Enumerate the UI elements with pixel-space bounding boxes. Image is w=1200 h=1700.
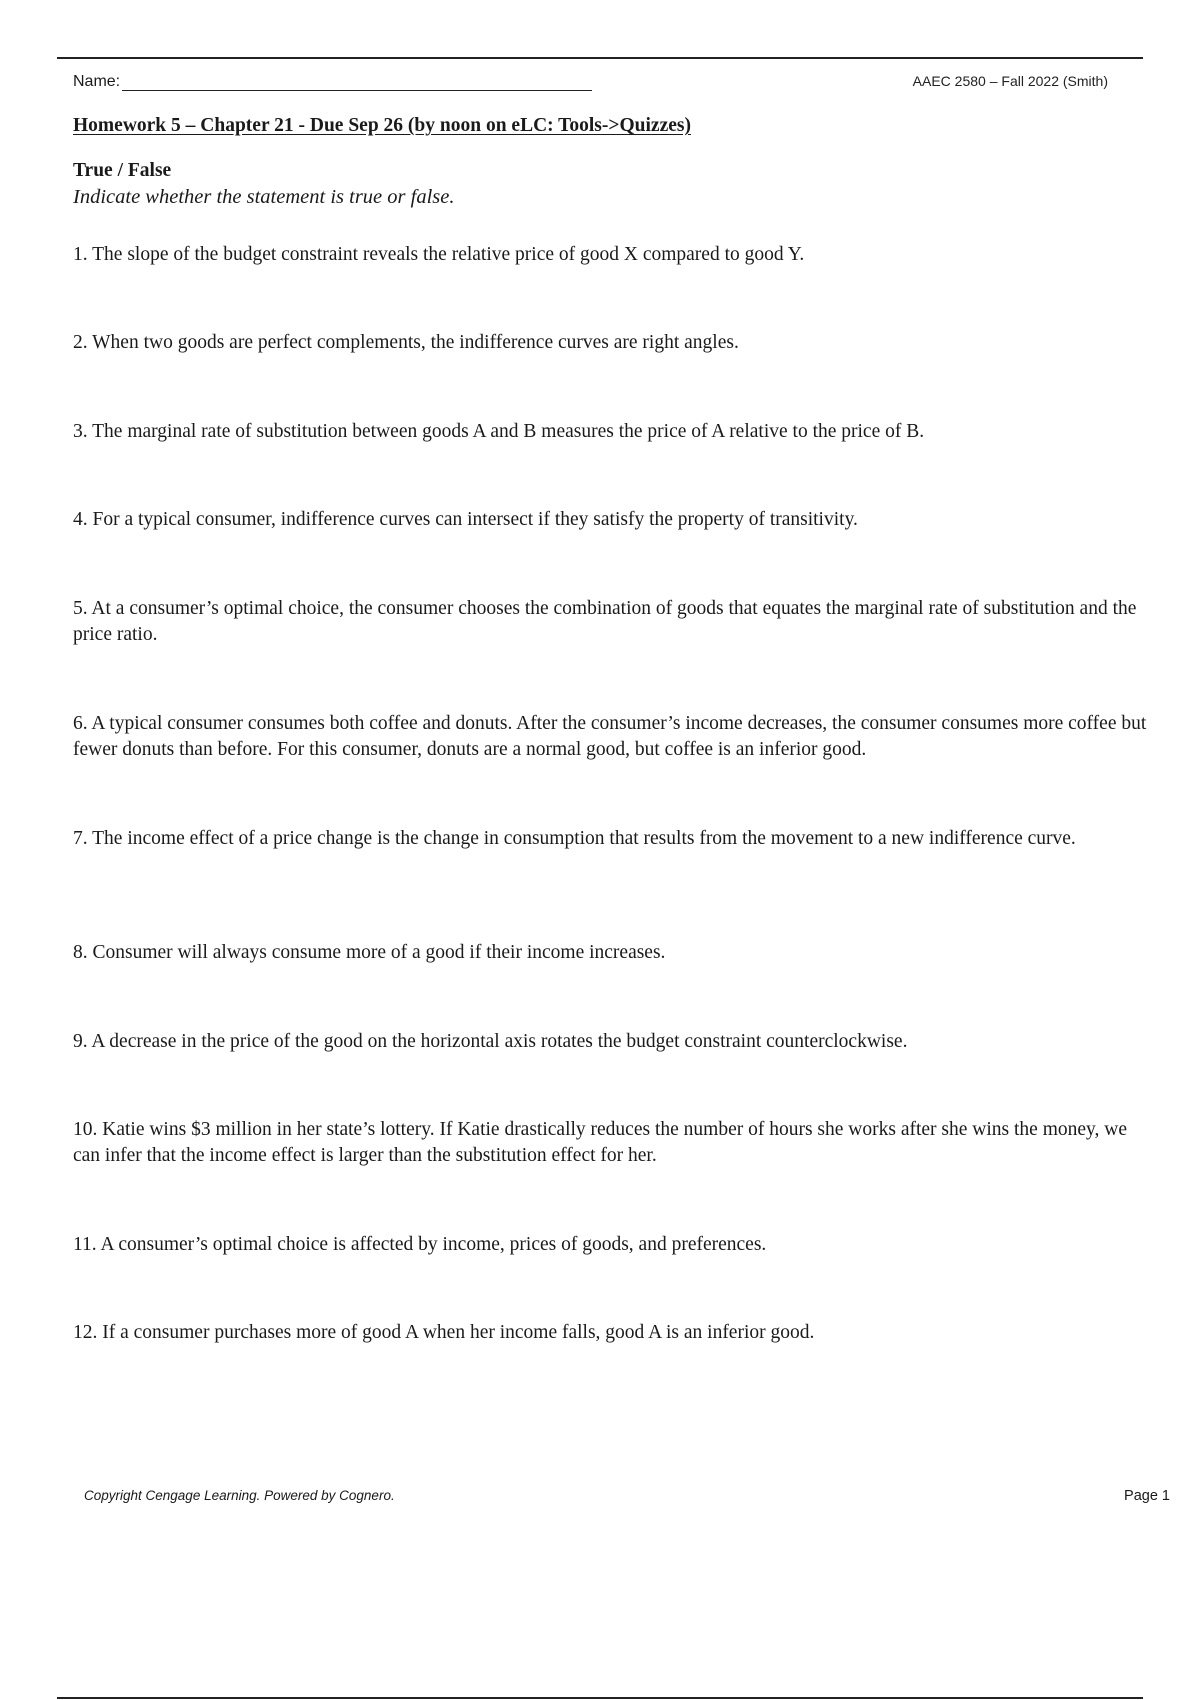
- question-7: 7. The income effect of a price change is the change in consumption that results from the movement to a new indifference curve.: [73, 828, 1076, 849]
- question-5: 5. At a consumer’s optimal choice, the consumer chooses the combination of goods that equates the marginal rate of substitution and the price ratio.: [73, 598, 1137, 645]
- question-8: 8. Consumer will always consume more of a good if their income increases.: [73, 942, 666, 963]
- section-title: True / False: [73, 160, 172, 181]
- question-12: 12. If a consumer purchases more of good A when her income falls, good A is an inferior good.: [73, 1322, 815, 1343]
- question-11: 11. A consumer’s optimal choice is affected by income, prices of goods, and preferences.: [73, 1234, 767, 1255]
- name-field-row: [73, 72, 592, 91]
- question-10: 10. Katie wins $3 million in her state’s lottery. If Katie drastically reduces the number of hours she works after she wins the money, we can infer that the income effect is larger than the substitution effect for her.: [73, 1119, 1127, 1166]
- question-6: 6. A typical consumer consumes both coffee and donuts. After the consumer’s income decreases, the consumer consumes more coffee but fewer donuts than before. For this consumer, donuts are a normal good, but coffee is an inferior good.: [73, 713, 1147, 760]
- name-label: Name:: [73, 73, 121, 90]
- name-input-line[interactable]: [122, 72, 592, 91]
- section-instructions: Indicate whether the statement is true or false.: [73, 186, 455, 208]
- question-9: 9. A decrease in the price of the good on the horizontal axis rotates the budget constraint counterclockwise.: [73, 1031, 908, 1052]
- question-1: 1. The slope of the budget constraint reveals the relative price of good X compared to good Y.: [73, 244, 805, 265]
- homework-title: Homework 5 – Chapter 21 - Due Sep 26 (by noon on eLC: Tools->Quizzes): [73, 115, 691, 136]
- footer-copyright: Copyright Cengage Learning. Powered by Cognero.: [84, 1488, 395, 1503]
- top-rule: [57, 57, 1143, 59]
- footer-page-number: Page 1: [1124, 1488, 1170, 1504]
- bottom-rule: [57, 1697, 1143, 1699]
- question-2: 2. When two goods are perfect complements, the indifference curves are right angles.: [73, 332, 739, 353]
- course-label: AAEC 2580 – Fall 2022 (Smith): [912, 73, 1108, 89]
- question-3: 3. The marginal rate of substitution between goods A and B measures the price of A relative to the price of B.: [73, 421, 925, 442]
- question-4: 4. For a typical consumer, indifference curves can intersect if they satisfy the property of transitivity.: [73, 509, 858, 530]
